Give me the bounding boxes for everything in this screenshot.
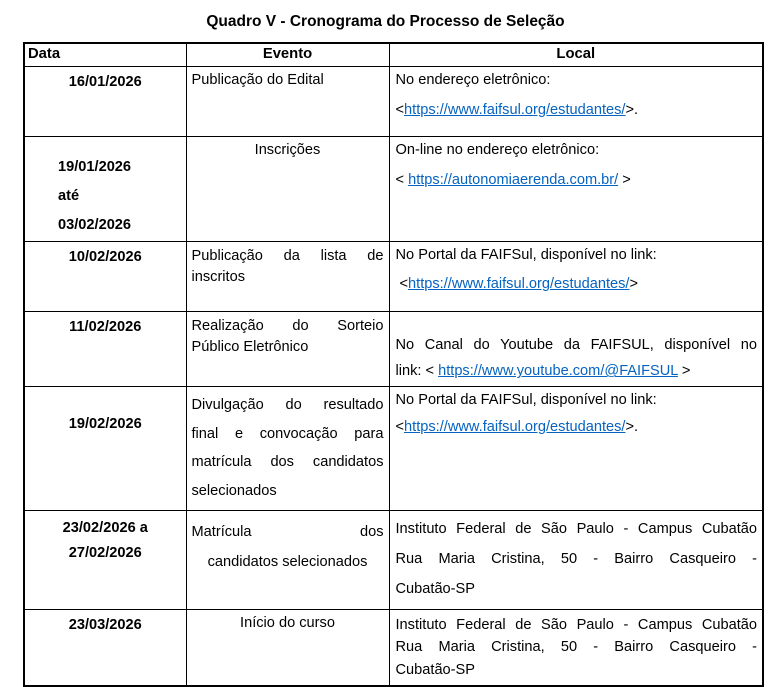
local-cell	[389, 609, 763, 686]
address-line: Instituto Federal de São Paulo - Campus Cubatão	[395, 520, 757, 537]
link-label: link: <	[395, 363, 439, 380]
date-line: 23/02/2026 a	[62, 519, 148, 536]
date-cell	[24, 510, 186, 609]
local-text: No Portal da FAIFSul, disponível no link:	[395, 246, 657, 263]
bracket-close: >	[629, 276, 639, 293]
local-text: On-line no endereço eletrônico:	[395, 141, 600, 158]
date-cell: 11/02/2026	[24, 311, 186, 386]
date-cell: 23/03/2026	[24, 609, 186, 686]
date-line: 27/02/2026	[68, 544, 142, 561]
local-text: No Canal do Youtube da FAIFSUL, disponível no	[395, 336, 757, 353]
bracket-close: >.	[625, 101, 639, 118]
event-line: final e convocação para	[191, 425, 384, 442]
table-row	[24, 386, 763, 510]
header-row	[24, 43, 763, 66]
local-cell	[389, 241, 763, 311]
date-line: 03/02/2026	[58, 217, 132, 234]
event-line: Matrícula dos	[191, 523, 384, 540]
local-link-line	[396, 275, 758, 295]
local-cell	[389, 510, 763, 609]
date-cell: 19/02/2026	[24, 386, 186, 510]
local-cell	[389, 66, 763, 136]
event-cell: Publicação do Edital	[186, 66, 389, 136]
local-link-line	[396, 418, 758, 438]
address-line: Rua Maria Cristina, 50 - Bairro Casqueiro -	[395, 639, 757, 656]
header-data: Data	[24, 43, 186, 66]
table-row	[24, 609, 763, 686]
youtube-faifsul-link[interactable]: https://www.youtube.com/@FAIFSUL	[438, 363, 678, 380]
event-cell	[186, 386, 389, 510]
bracket-open: <	[395, 101, 405, 118]
table-row	[24, 510, 763, 609]
faifsul-estudantes-link[interactable]: https://www.faifsul.org/estudantes/	[404, 101, 626, 118]
event-line: selecionados	[191, 483, 277, 500]
faifsul-estudantes-link[interactable]: https://www.faifsul.org/estudantes/	[408, 276, 630, 293]
table-row	[24, 66, 763, 136]
local-text: No Portal da FAIFSul, disponível no link:	[395, 391, 657, 408]
address-line: Instituto Federal de São Paulo - Campus Cubatão	[395, 616, 757, 633]
event-cell	[186, 510, 389, 609]
event-line: inscritos	[191, 269, 246, 286]
autonomiaerenda-link[interactable]: https://autonomiaerenda.com.br/	[408, 171, 619, 188]
address-line: Rua Maria Cristina, 50 - Bairro Casqueiro -	[395, 550, 757, 567]
event-line: Divulgação do resultado	[191, 396, 384, 413]
bracket-close: >	[618, 171, 631, 188]
date-cell: 10/02/2026	[24, 241, 186, 311]
bracket-close: >	[677, 363, 691, 380]
address-line: Cubatão-SP	[395, 661, 476, 678]
bracket-open: <	[395, 171, 409, 188]
local-cell	[389, 311, 763, 386]
address-line: Cubatão-SP	[395, 580, 476, 597]
table-row	[24, 136, 763, 241]
local-link-line	[396, 362, 758, 382]
event-line: Público Eletrônico	[191, 339, 309, 356]
event-cell: Início do curso	[186, 609, 389, 686]
date-cell	[24, 136, 186, 241]
bracket-open: <	[399, 276, 409, 293]
page-title: Quadro V - Cronograma do Processo de Seleção	[206, 13, 565, 30]
event-line: Realização do Sorteio	[191, 317, 384, 334]
local-cell	[389, 136, 763, 241]
local-cell	[389, 386, 763, 510]
header-evento: Evento	[186, 43, 389, 66]
local-link-line	[396, 171, 758, 191]
event-cell: Inscrições	[186, 136, 389, 241]
event-cell	[186, 311, 389, 386]
event-cell	[186, 241, 389, 311]
date-line: 19/01/2026	[58, 158, 132, 175]
header-local: Local	[389, 43, 763, 66]
date-line: até	[58, 188, 80, 205]
event-line: candidatos selecionados	[207, 553, 368, 570]
table-row	[24, 311, 763, 386]
date-cell: 16/01/2026	[24, 66, 186, 136]
event-line: Publicação da lista de	[191, 247, 384, 264]
bracket-open: <	[395, 418, 405, 435]
table-row	[24, 241, 763, 311]
local-text: No endereço eletrônico:	[395, 71, 551, 88]
faifsul-estudantes-link[interactable]: https://www.faifsul.org/estudantes/	[404, 418, 626, 435]
schedule-table	[23, 42, 764, 687]
local-link-line	[396, 101, 758, 121]
event-line: matrícula dos candidatos	[191, 454, 384, 471]
bracket-close: >.	[625, 418, 639, 435]
